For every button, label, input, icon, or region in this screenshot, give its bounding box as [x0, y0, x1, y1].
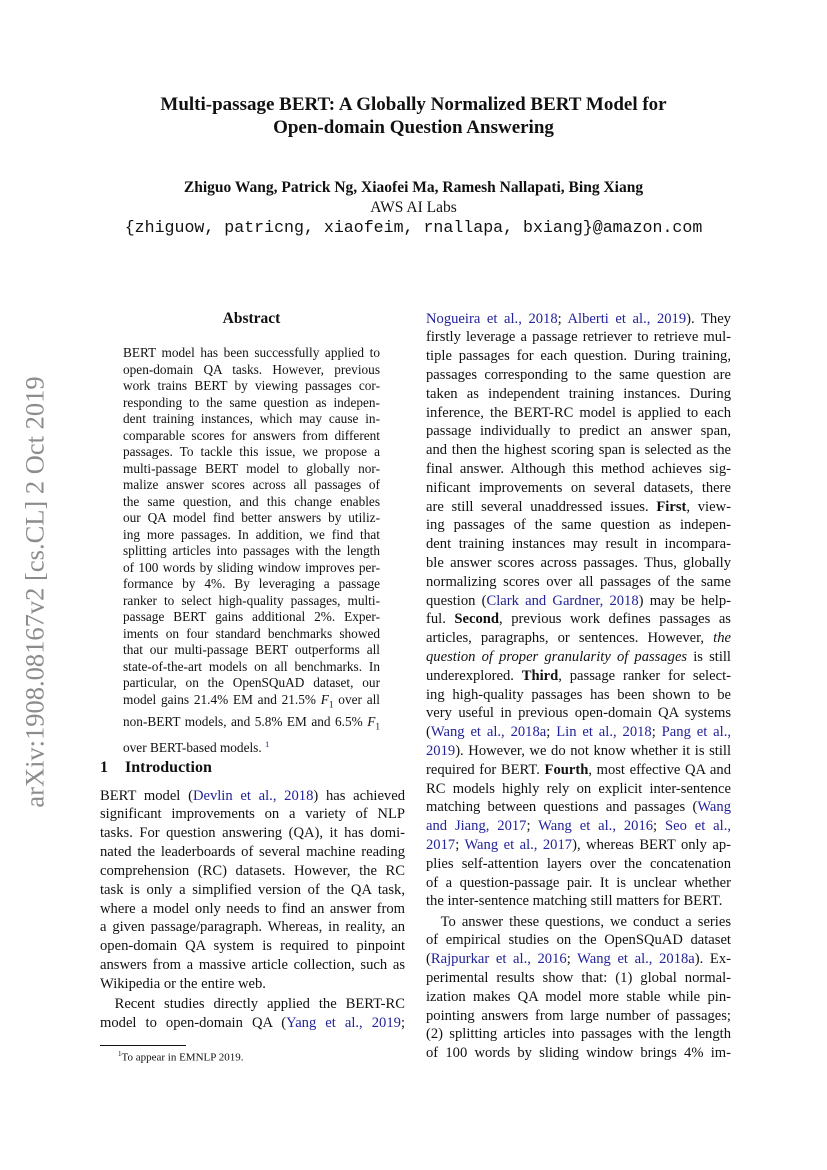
text-line	[123, 444, 380, 461]
text-run: non-BERT models, and 5.8% EM and 6.5%	[123, 714, 368, 729]
text-run: over BERT-based models.	[123, 739, 265, 755]
text-run: articles, paragraphs, or sentences. However,	[426, 630, 714, 647]
text-run: very useful in previous open-domain QA systems	[426, 705, 731, 722]
citation-link[interactable]: Wang et al., 2017	[464, 836, 573, 853]
text-line	[426, 913, 731, 932]
text-run: (	[426, 951, 431, 968]
citation-link[interactable]: Clark and Gardner, 2018	[486, 592, 639, 609]
math-variable: F	[320, 691, 329, 707]
citation-link[interactable]: Pang et al.,	[661, 724, 732, 741]
title-line: Open-domain Question Answering	[273, 117, 554, 138]
text-line	[426, 723, 731, 742]
text-run: ful.	[426, 611, 455, 628]
text-line	[123, 362, 380, 379]
text-run: open-domain QA system is required to pinpoint	[100, 938, 405, 955]
text-run: of 100 words by sliding window brings 4% im-	[426, 1045, 731, 1062]
text-run: ;	[400, 1015, 405, 1032]
text-line	[100, 900, 405, 919]
affiliation: AWS AI Labs	[370, 199, 457, 216]
paragraph	[100, 787, 405, 994]
text-line	[426, 554, 731, 573]
footnote-ref-link[interactable]: 1	[265, 739, 270, 750]
text-line	[426, 385, 731, 404]
text-run: model to open-domain QA (	[100, 1015, 287, 1032]
text-run: are still several unaddressed issues.	[426, 498, 657, 515]
text-run: ). However, we do not know whether it is still	[455, 742, 731, 759]
text-run: task is only a simplified version of the QA task,	[100, 881, 405, 898]
text-line	[426, 798, 731, 817]
title-line: Multi-passage BERT: A Globally Normalized BERT Model for	[160, 94, 667, 115]
text-run: over all	[333, 691, 380, 707]
footnote	[118, 1047, 243, 1065]
citation-link[interactable]: Wang et al., 2016	[538, 818, 654, 835]
author-list: Zhiguo Wang, Patrick Ng, Xiaofei Ma, Ramesh Nallapati, Bing Xiang	[183, 179, 644, 196]
text-run: , view-	[686, 498, 731, 515]
italic-text: the	[713, 630, 731, 647]
text-run: of empirical studies on the OpenSQuAD dataset	[426, 932, 731, 949]
paragraph	[123, 345, 380, 756]
abstract-body	[123, 345, 380, 756]
citation-link[interactable]: Wang et al., 2018a	[430, 724, 547, 741]
text-run: , previous work defines passages as	[499, 611, 731, 628]
text-line	[426, 347, 731, 366]
text-run: state-of-the-art models on all benchmarks. In	[123, 658, 380, 674]
text-run: splitting articles into passages with the length	[123, 543, 380, 559]
text-run: tasks. For question answering (QA), it has domi-	[100, 825, 405, 842]
text-run: and then the highest scoring span is selected as the	[426, 442, 731, 459]
text-line	[123, 395, 380, 412]
text-line	[123, 659, 380, 676]
text-run: dent training instances, which may cause in-	[123, 411, 380, 427]
text-line	[123, 692, 380, 714]
citation-link[interactable]: Yang et al., 2019	[286, 1015, 401, 1032]
text-line	[426, 761, 731, 780]
text-line	[123, 609, 380, 626]
text-line	[426, 988, 731, 1007]
text-line	[123, 494, 380, 511]
text-run: comparable scores for answers from different	[123, 427, 380, 443]
text-line	[426, 950, 731, 969]
text-line	[426, 780, 731, 799]
bold-text: First	[656, 498, 687, 515]
section-number: 1	[100, 759, 108, 776]
text-run: ) may be help-	[638, 592, 731, 609]
text-run: RC models highly rely on explicit inter-sentence	[426, 780, 731, 797]
math-subscript: 1	[328, 700, 334, 711]
text-run: (	[426, 724, 431, 741]
text-line	[426, 892, 731, 911]
citation-link[interactable]: Wang	[697, 799, 731, 816]
text-line	[426, 516, 731, 535]
section-title: Introduction	[125, 759, 212, 776]
text-run: ble answer scores across passages. Thus, globally	[426, 554, 731, 571]
text-line	[426, 441, 731, 460]
text-run: ranker to select high-quality passages, multi-	[123, 592, 380, 608]
text-run: ). Ex-	[694, 951, 731, 968]
text-line	[100, 918, 405, 937]
math-symbol	[367, 714, 380, 733]
text-run: Wikipedia or the entire web.	[100, 975, 266, 992]
text-line	[426, 573, 731, 592]
text-line	[426, 310, 731, 329]
text-run: ;	[651, 724, 662, 741]
text-run: taken as independent training instances. During	[426, 385, 731, 402]
text-line	[426, 648, 731, 667]
text-run: dent training instances may result in incompara-	[426, 536, 731, 553]
citation-link[interactable]: Nogueira et al., 2018	[426, 310, 558, 327]
text-run: the inter-sentence matching still matters for BERT.	[426, 893, 723, 910]
text-line	[100, 995, 405, 1014]
text-run: question (	[426, 592, 487, 609]
paragraph	[426, 310, 731, 912]
text-line	[123, 576, 380, 593]
text-line	[426, 855, 731, 874]
text-line	[426, 404, 731, 423]
text-run: , passage ranker for select-	[558, 667, 731, 684]
citation-link[interactable]: and Jiang, 2017	[426, 818, 527, 835]
bold-text: Third	[521, 667, 559, 684]
text-line	[100, 787, 405, 806]
text-run: ;	[566, 951, 578, 968]
text-line	[426, 1007, 731, 1026]
text-line	[123, 714, 380, 736]
text-run: firstly leverage a passage retriever to retrieve mul-	[426, 329, 731, 346]
text-run: ing more passages. In addition, we find that	[123, 526, 380, 542]
text-run: ing passages of the same question as indepen-	[426, 517, 731, 534]
text-line	[123, 642, 380, 659]
text-line	[100, 824, 405, 843]
text-line	[123, 428, 380, 445]
abstract-heading: Abstract	[222, 310, 281, 327]
citation-link[interactable]: Alberti et al., 2019	[567, 310, 687, 327]
text-line	[426, 1025, 731, 1044]
text-line	[100, 975, 405, 994]
text-run: formance by 4%. By leveraging a passage	[123, 576, 380, 592]
text-run: ), whereas BERT only ap-	[572, 836, 731, 853]
text-run: ) has achieved	[313, 787, 405, 804]
math-symbol	[320, 691, 334, 711]
citation-link[interactable]: 2019	[426, 742, 456, 759]
citation-link[interactable]: Devlin et al., 2018	[192, 787, 314, 804]
text-run: passages corresponding to the same question are	[426, 366, 731, 383]
text-line	[123, 527, 380, 544]
citation-link[interactable]: Seo et al.,	[664, 818, 731, 835]
text-run: a given passage/paragraph. Whereas, in reality, an	[100, 919, 405, 936]
math-subscript: 1	[375, 722, 380, 733]
text-line	[426, 328, 731, 347]
text-run: perimental results show that: (1) global normal-	[426, 970, 731, 987]
text-run: particular, on the OpenSQuAD dataset, our	[123, 675, 380, 691]
text-line	[426, 817, 731, 836]
text-line	[123, 461, 380, 478]
paper-title	[0, 93, 827, 139]
text-line	[123, 543, 380, 560]
text-run: passage BERT gains additional 2%. Exper-	[123, 609, 380, 625]
text-run: passages. To tackle this issue, we propose a	[123, 444, 380, 460]
text-run: underexplored.	[426, 667, 522, 684]
text-run: BERT model (	[100, 787, 193, 804]
text-run: ;	[455, 836, 465, 853]
text-run: , most effective QA and	[588, 761, 731, 778]
text-line	[100, 956, 405, 975]
text-run: matching between questions and passages (	[426, 799, 698, 816]
citation-link[interactable]: Wang et al., 2018a	[577, 951, 695, 968]
text-line	[123, 477, 380, 494]
text-line	[426, 836, 731, 855]
text-line	[426, 969, 731, 988]
text-line	[426, 629, 731, 648]
author-emails: {zhiguow, patricng, xiaofeim, rnallapa, bxiang}@amazon.com	[124, 218, 703, 237]
text-line	[426, 535, 731, 554]
text-run: significant improvements on a variety of NLP	[100, 806, 405, 823]
text-line	[426, 874, 731, 893]
text-line	[123, 378, 380, 395]
text-run: malize answer scores across all passages of	[123, 477, 380, 493]
text-run: ;	[526, 818, 539, 835]
text-line	[100, 1014, 405, 1033]
text-run: of 100 words by sliding window improves per-	[123, 559, 380, 575]
bold-text: Fourth	[544, 761, 589, 778]
paragraph	[426, 913, 731, 1063]
text-line	[123, 593, 380, 610]
text-run: multi-passage BERT model to globally nor-	[123, 460, 380, 476]
text-line	[426, 667, 731, 686]
text-run: where a model only needs to find an answer from	[100, 900, 405, 917]
text-run: BERT model has been successfully applied to	[123, 345, 380, 360]
text-line	[123, 510, 380, 527]
citation-link[interactable]: 2017	[426, 836, 456, 853]
introduction-left-column	[100, 787, 405, 1034]
text-run: answers from a massive article collection, such as	[100, 957, 405, 974]
text-line	[426, 479, 731, 498]
text-line	[123, 345, 380, 362]
text-run: ;	[546, 724, 557, 741]
text-line	[100, 937, 405, 956]
section-heading-introduction	[100, 758, 212, 778]
text-run: is still	[687, 648, 731, 665]
italic-text: question of proper granularity of passages	[426, 648, 688, 665]
text-line	[426, 460, 731, 479]
math-variable: F	[367, 714, 376, 729]
text-run: nated the leaderboards of several machine reading	[100, 844, 405, 861]
text-run: ;	[557, 310, 568, 327]
arxiv-identifier: arXiv:1908.08167v2 [cs.CL] 2 Oct 2019	[19, 376, 50, 808]
citation-link[interactable]: Rajpurkar et al., 2016	[430, 951, 567, 968]
text-line	[426, 704, 731, 723]
text-run: ). They	[686, 310, 731, 327]
text-run: nificant improvements on several datasets, there	[426, 479, 731, 496]
text-line	[100, 805, 405, 824]
text-run: plies self-attention layers over the concatenation	[426, 855, 731, 872]
footnote-marker: 1	[118, 1050, 122, 1058]
text-line	[123, 675, 380, 692]
text-run: of a question-passage pair. It is unclear whether	[426, 874, 731, 891]
paragraph	[100, 995, 405, 1033]
text-run: tiple passages for each question. During training,	[426, 348, 731, 365]
text-run: ing high-quality passages has been shown to be	[426, 686, 731, 703]
text-line	[123, 626, 380, 643]
text-line	[100, 862, 405, 881]
text-line	[426, 498, 731, 517]
text-run: open-domain QA tasks. However, previous	[123, 361, 380, 377]
text-line	[426, 366, 731, 385]
text-run: ;	[653, 818, 665, 835]
text-run: work trains BERT by viewing passages cor-	[123, 378, 380, 394]
text-run: model gains 21.4% EM and 21.5%	[123, 691, 321, 707]
text-line	[426, 610, 731, 629]
text-run: To answer these questions, we conduct a series	[440, 913, 731, 930]
text-line	[426, 742, 731, 761]
text-line	[426, 1044, 731, 1063]
text-line	[426, 592, 731, 611]
text-run: normalizing scores over all passages of the same	[426, 573, 731, 590]
text-line	[426, 686, 731, 705]
text-run: iments on four standard benchmarks showed	[123, 625, 380, 641]
citation-link[interactable]: Lin et al., 2018	[556, 724, 652, 741]
text-run: inference, the BERT-RC model is applied to each	[426, 404, 731, 421]
text-run: pointing answers from large number of passages;	[426, 1007, 731, 1024]
text-run: final answer. Although this method achieves sig-	[426, 460, 731, 477]
text-run: Recent studies directly applied the BERT-RC	[114, 996, 405, 1013]
text-run: responding to the same question as indepen-	[123, 394, 380, 410]
text-run: our QA model find better answers by utiliz-	[123, 510, 380, 526]
text-line	[100, 881, 405, 900]
text-line	[123, 560, 380, 577]
text-run: that our multi-passage BERT outperforms all	[123, 642, 380, 658]
introduction-right-column	[426, 310, 731, 1063]
footnote-text: To appear in EMNLP 2019.	[121, 1051, 244, 1064]
text-line	[100, 843, 405, 862]
text-run: required for BERT.	[426, 761, 545, 778]
footnote-rule	[100, 1045, 186, 1046]
bold-text: Second	[454, 611, 500, 628]
text-run: comprehension (RC) datasets. However, the RC	[100, 862, 405, 879]
text-run: passage individually to predict an answer span,	[426, 423, 731, 440]
text-run: ization makes QA model more stable while pin-	[426, 988, 731, 1005]
text-run: (2) splitting articles into passages with the length	[426, 1026, 731, 1043]
text-line	[123, 411, 380, 428]
text-line	[426, 422, 731, 441]
text-line	[426, 931, 731, 950]
text-run: the same question, and this change enables	[123, 493, 380, 509]
text-line	[123, 736, 380, 756]
